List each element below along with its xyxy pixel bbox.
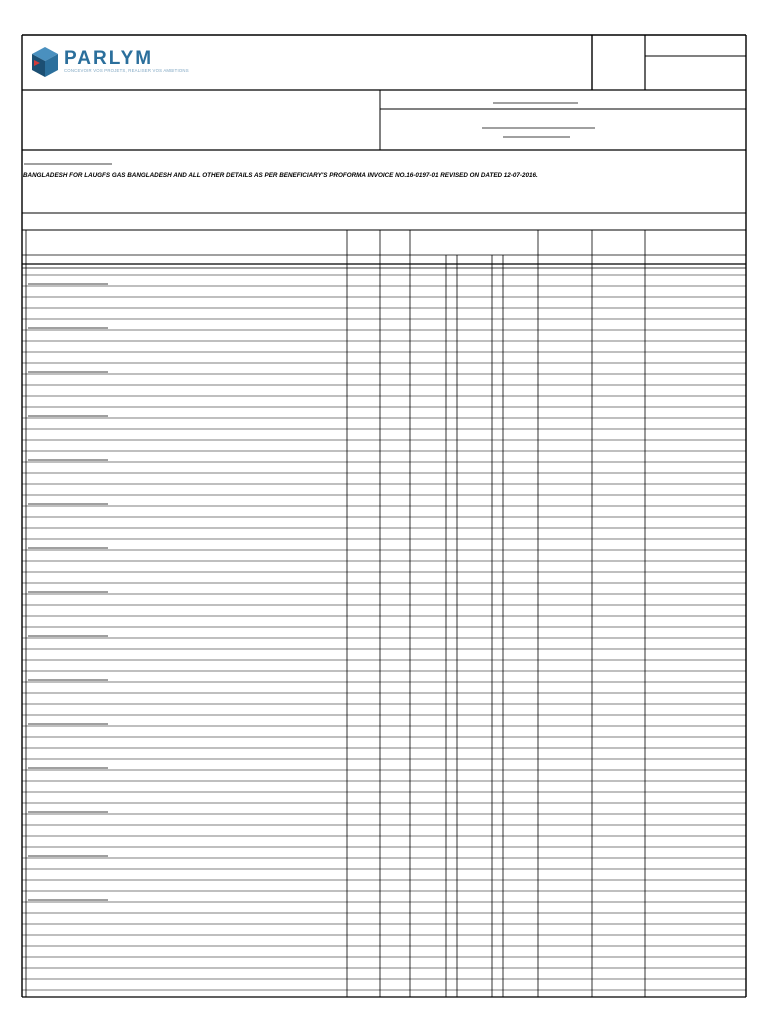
goods-description: BANGLADESH FOR LAUGFS GAS BANGLADESH AND ALL OTHER DETAILS AS PER BENEFICIARY'S PROFORMA INVOICE NO.16-0197-01 REVISED ON DATED 12-07-2016.: [23, 172, 538, 179]
company-tagline: CONCEVOIR VOS PROJETS, REALISER VOS AMBITIONS: [64, 68, 189, 73]
logo-cube-icon: [31, 46, 59, 78]
company-logo-text: PARLYM: [64, 48, 154, 69]
